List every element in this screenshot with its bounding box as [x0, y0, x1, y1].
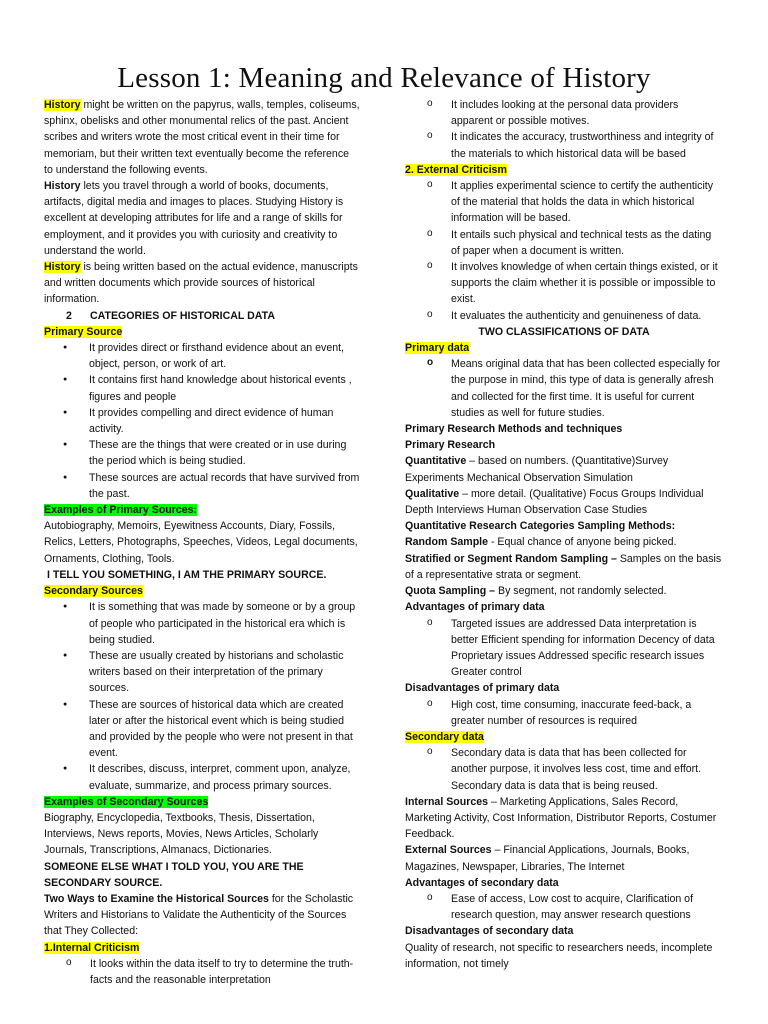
disadv-secondary-heading: Disadvantages of secondary data: [405, 925, 574, 938]
secondary-source-list: [44, 599, 360, 793]
examples-primary-heading: Examples of Primary Sources:: [44, 504, 198, 517]
two-ways-paragraph: Two Ways to Examine the Historical Sources for the Scholastic Writers and Historians to Validate the Authenticity of the Sources that They Collected:: [44, 892, 354, 938]
quota-paragraph: Quota Sampling – By segment, not randomly selected.: [405, 585, 667, 598]
history-paragraph-1: History might be written on the papyrus, walls, temples, coliseums, sphinx, obelisks and other monumental relics of the past. Ancient scribes and writers wrote the most critical event in their time for memoriam, but their written text eventually become the reference to understand the following events.: [44, 99, 360, 176]
primary-research-heading: Primary Research: [405, 439, 496, 452]
left-column: [44, 97, 360, 988]
page-title: Lesson 1: Meaning and Relevance of History: [117, 62, 651, 94]
qualitative-paragraph: Qualitative – more detail. (Qualitative) Focus Groups Individual Depth Interviews Human Observation Case Studies: [405, 487, 704, 517]
list-item: o Secondary data is data that has been collected for another purpose, it involves less cost, time and effort. Secondary data is data that is being reused.: [405, 745, 723, 794]
categories-heading: 2 CATEGORIES OF HISTORICAL DATA: [66, 309, 276, 322]
external-criticism-heading: 2. External Criticism: [405, 163, 507, 176]
list-item: o It looks within the data itself to try to determine the truth-facts and the reasonable interpretation: [44, 956, 360, 988]
list-item: ● It contains first hand knowledge about historical events , figures and people: [44, 372, 360, 404]
secondary-data-list: [405, 745, 723, 794]
examples-secondary-heading: Examples of Secondary Sources: [44, 795, 209, 808]
right-column: [405, 97, 723, 972]
secondary-motto: SOMEONE ELSE WHAT I TOLD YOU, YOU ARE THE SECONDARY SOURCE.: [44, 860, 304, 889]
secondary-sources-heading: Secondary Sources: [44, 585, 143, 598]
internal-criticism-heading: 1.Internal Criticism: [44, 941, 140, 954]
list-item: o High cost, time consuming, inaccurate feed-back, a greater number of resources is required: [405, 697, 723, 729]
internal-criticism-list-cont: [405, 97, 723, 162]
list-item: o It applies experimental science to certify the authenticity of the material that holds the data in which historical information will be based.: [405, 178, 723, 227]
disadv-primary-heading: Disadvantages of primary data: [405, 682, 560, 695]
history-paragraph-2: History lets you travel through a world of books, documents, artifacts, digital media and images to places. Studying History is excellent at developing attributes for life and a range of skills for employment, and it provides you with curiosity and creativity to understand the world.: [44, 180, 344, 257]
list-item: o Ease of access, Low cost to acquire, Clarification of research question, may answer research questions: [405, 891, 723, 923]
examples-primary-text: Autobiography, Memoirs, Eyewitness Accounts, Diary, Fossils, Relics, Letters, Photographs, Speeches, Videos, Legal documents, Ornaments, Clothing, Tools.: [44, 520, 358, 565]
primary-source-heading: Primary Source: [44, 325, 123, 338]
list-item: ● These are sources of historical data which are created later or after the historical event which is being studied and provided by the people who were not present in that event.: [44, 697, 360, 762]
primary-research-methods-heading: Primary Research Methods and techniques: [405, 423, 623, 436]
internal-criticism-list: [44, 956, 360, 988]
secondary-data-heading: Secondary data: [405, 730, 484, 743]
examples-secondary-text: Biography, Encyclopedia, Textbooks, Thesis, Dissertation, Interviews, News reports, Movies, News Articles, Scholarly Journals, Transcriptions, Almanacs, Dictionaries.: [44, 811, 319, 857]
adv-secondary-heading: Advantages of secondary data: [405, 876, 559, 889]
list-item: ● These sources are actual records that have survived from the past.: [44, 470, 360, 502]
adv-primary-list: [405, 616, 723, 681]
external-criticism-list: [405, 178, 723, 324]
list-item: o It entails such physical and technical tests as the dating of paper when a document is written.: [405, 227, 723, 259]
two-classifications-heading: TWO CLASSIFICATIONS OF DATA: [478, 325, 650, 338]
random-sample-paragraph: Random Sample - Equal chance of anyone being picked.: [405, 536, 677, 549]
list-item: o It evaluates the authenticity and genuineness of data.: [405, 308, 723, 324]
quantitative-paragraph: Quantitative – based on numbers. (Quantitative)Survey Experiments Mechanical Observation Simulation: [405, 455, 669, 484]
internal-sources-paragraph: Internal Sources – Marketing Applications, Sales Record, Marketing Activity, Cost Information, Distributor Reports, Costumer Feedback.: [405, 795, 717, 841]
list-item: o It involves knowledge of when certain things existed, or it supports the claim whether it is possible or impossible to exist.: [405, 259, 723, 308]
list-item: o Means original data that has been collected especially for the purpose in mind, this type of data is generally afresh and collected for the first time. It is useful for current studies as well for future studies.: [405, 356, 723, 421]
list-item: o Targeted issues are addressed Data interpretation is better Efficient spending for information Decency of data Proprietary issues Addressed specific research issues Greater control: [405, 616, 723, 681]
sampling-methods-heading: Quantitative Research Categories Sampling Methods:: [405, 520, 676, 533]
primary-data-list: [405, 356, 723, 421]
disadv-secondary-text: Quality of research, not specific to researchers needs, incomplete information, not timely: [405, 941, 713, 970]
list-item: ● These are the things that were created or in use during the period which is being studied.: [44, 437, 360, 469]
adv-secondary-list: [405, 891, 723, 923]
external-sources-paragraph: External Sources – Financial Applications, Journals, Books, Magazines, Newspaper, Libraries, The Internet: [405, 844, 690, 873]
history-paragraph-3: History is being written based on the actual evidence, manuscripts and written documents which provide sources of historical information.: [44, 261, 358, 306]
primary-source-list: [44, 340, 360, 502]
adv-primary-heading: Advantages of primary data: [405, 601, 545, 614]
list-item: ● It is something that was made by someone or by a group of people who participated in the historical era which is being studied.: [44, 599, 360, 648]
primary-motto: I TELL YOU SOMETHING, I AM THE PRIMARY SOURCE.: [47, 568, 327, 581]
primary-data-heading: Primary data: [405, 342, 470, 355]
list-item: ● It describes, discuss, interpret, comment upon, analyze, evaluate, summarize, and process primary sources.: [44, 761, 360, 793]
list-item: ● These are usually created by historians and scholastic writers based on their interpretation of the primary sources.: [44, 648, 360, 697]
list-item: o It includes looking at the personal data providers apparent or possible motives.: [405, 97, 723, 129]
stratified-paragraph: Stratified or Segment Random Sampling – Samples on the basis of a representative strata or segment.: [405, 552, 722, 581]
list-item: ● It provides direct or firsthand evidence about an event, object, person, or work of art.: [44, 340, 360, 372]
list-item: ● It provides compelling and direct evidence of human activity.: [44, 405, 360, 437]
disadv-primary-list: [405, 697, 723, 729]
list-item: o It indicates the accuracy, trustworthiness and integrity of the materials to which historical data will be based: [405, 129, 723, 161]
